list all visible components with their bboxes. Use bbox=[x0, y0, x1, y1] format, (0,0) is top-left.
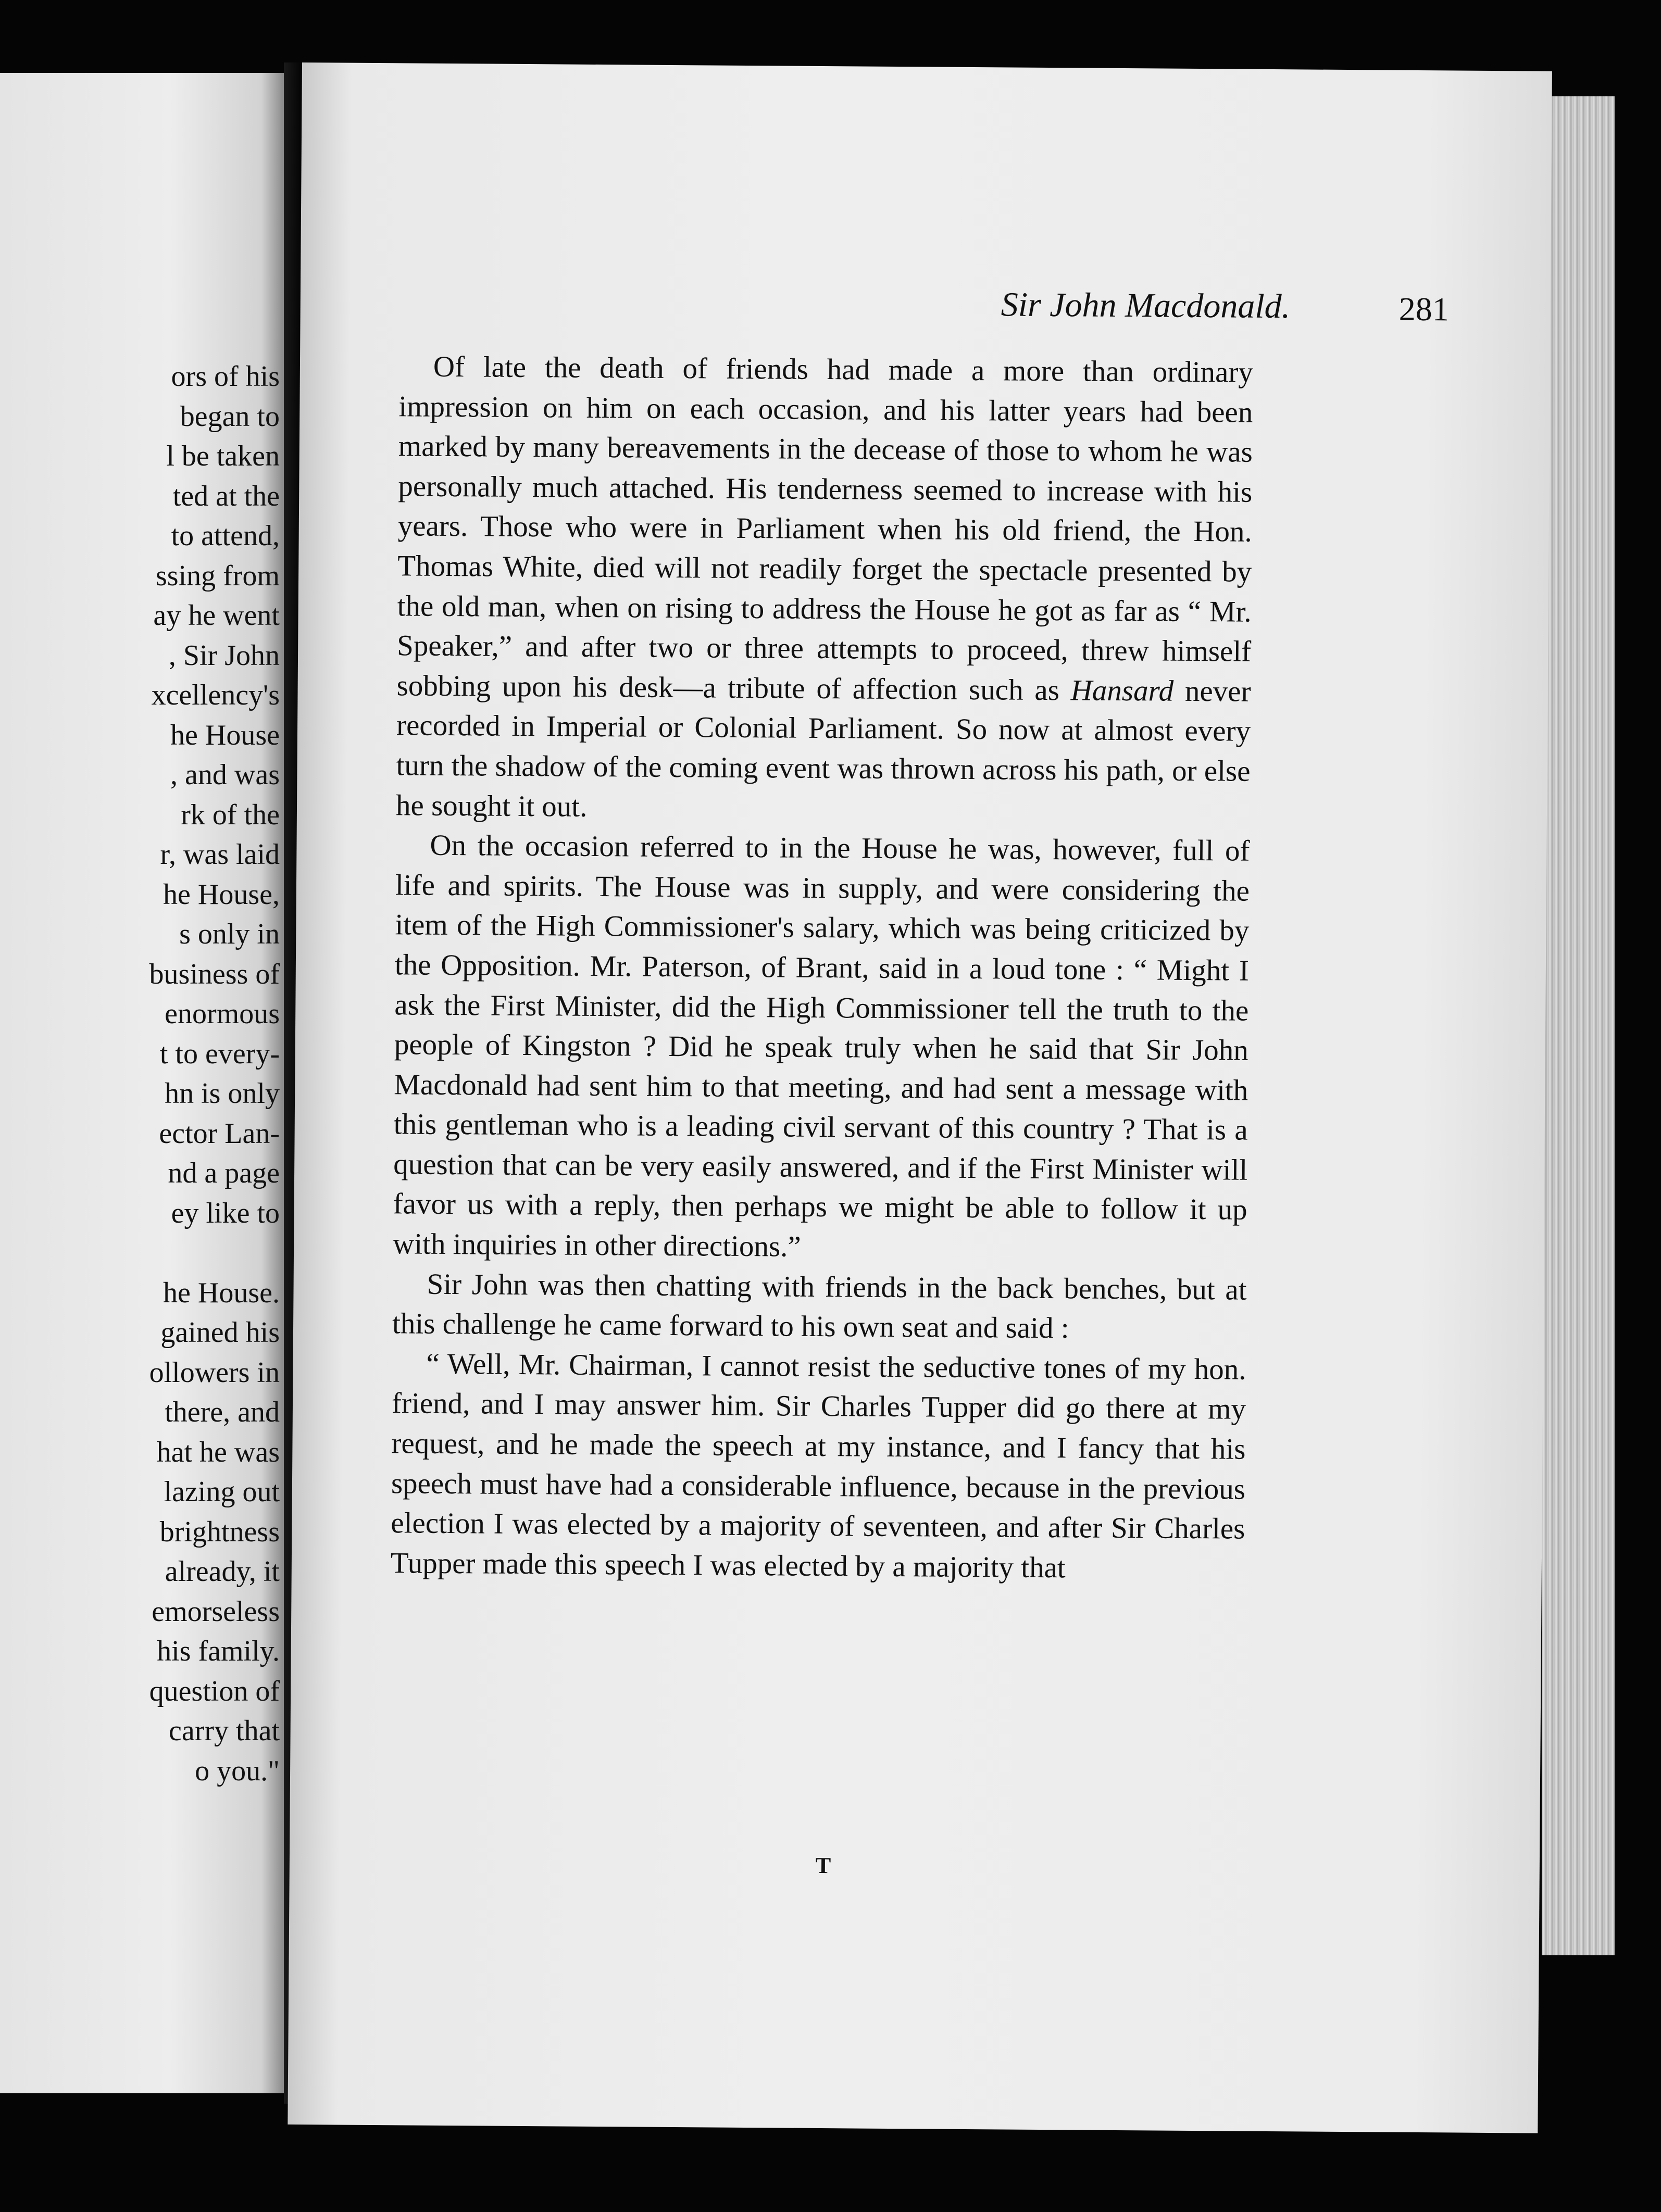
paragraph: Sir John was then chatting with friends in the back benches, but at this challenge he came forward to his own seat and said : bbox=[392, 1267, 1247, 1345]
facing-page-line: to attend, bbox=[171, 520, 280, 552]
facing-page-line: his family. bbox=[157, 1635, 280, 1667]
facing-page-line: o you." bbox=[195, 1754, 280, 1787]
facing-page-line: he House, bbox=[163, 878, 280, 911]
paragraph: On the occasion referred to in the House he was, however, full of life and spirits. The House was in supply, and were considering the item of the High Commissioner's salary, which was being criticized by the Opposition. Mr. Paterson, of Brant, said in a loud tone : “ Might I ask the First Minister, did the High Commissioner tell the truth to the people of Kingston ? Did he speak truly when he said that Sir John Macdonald had sent him to that meeting, and had sent a message with this gentleman who is a leading civil servant of this country ? That is a question that can be very easily answered, and if the First Minister will favor us with a reply, then perhaps we might be able to follow it up with inquiries in other directions.” bbox=[392, 828, 1250, 1263]
page-edges bbox=[1542, 96, 1615, 1955]
signature-mark: T bbox=[815, 1852, 832, 1879]
facing-page-line: there, and bbox=[165, 1396, 280, 1428]
facing-page-line: xcellency's bbox=[151, 679, 280, 711]
facing-page-line: nd a page bbox=[168, 1157, 280, 1189]
book-page bbox=[288, 62, 1552, 2133]
facing-page-line: he House. bbox=[163, 1276, 280, 1309]
facing-page-line: ssing from bbox=[156, 559, 280, 592]
facing-page-line: began to bbox=[180, 400, 280, 433]
page-number: 281 bbox=[1398, 290, 1449, 328]
facing-page-line: rk of the bbox=[181, 798, 280, 831]
facing-page-line: ey like to bbox=[171, 1197, 280, 1229]
facing-page-line: t to every- bbox=[159, 1037, 280, 1070]
facing-page-line: gained his bbox=[160, 1316, 280, 1349]
body-text bbox=[391, 347, 1254, 1589]
paragraph: Of late the death of friends had made a more than ordinary impression on him on each occasion, and his latter years had been marked by many bereavements in the decease of those to whom he was personally much attached. His tenderness seemed to increase with his years. Those who were in Parliament when his old friend, the Hon. Thomas White, died will not readily forget the spectacle presented by the old man, when on rising to address the House he got as far as “ Mr. Speaker,” and after two or three attempts to proceed, threw himself sobbing upon his desk—a tribute of affection such as Hansard never recorded in Imperial or Colonial Parliament. So now at almost every turn the shadow of the coming event was thrown across his path, or else he sought it out. bbox=[395, 350, 1254, 823]
facing-page-line: ors of his bbox=[171, 360, 280, 393]
facing-page bbox=[0, 73, 284, 2093]
facing-page-line: emorseless bbox=[152, 1595, 280, 1628]
facing-page-line: business of bbox=[149, 958, 280, 990]
paragraph: “ Well, Mr. Chairman, I cannot resist the seductive tones of my hon. friend, and I may answer him. Sir Charles Tupper did go there at my request, and he made the speech at my instance, and I fancy that his speech must have had a considerable influence, because in the previous election I was elected by a majority of seventeen, and after Sir Charles Tupper made this speech I was elected by a majority that bbox=[390, 1347, 1246, 1585]
facing-page-line: already, it bbox=[165, 1555, 280, 1588]
facing-page-line: , Sir John bbox=[168, 639, 280, 672]
facing-page-line bbox=[0, 1233, 280, 1273]
facing-page-line: lazing out bbox=[164, 1476, 280, 1508]
facing-page-line: ted at the bbox=[172, 480, 280, 512]
facing-page-line: ay he went bbox=[153, 599, 280, 632]
facing-page-line: he House bbox=[170, 719, 280, 751]
facing-page-line: s only in bbox=[179, 918, 280, 950]
facing-page-line: l be taken bbox=[166, 440, 280, 472]
facing-page-line: ollowers in bbox=[149, 1356, 280, 1389]
running-head bbox=[693, 283, 1449, 335]
facing-page-line: carry that bbox=[169, 1715, 280, 1747]
facing-page-line: ector Lan- bbox=[159, 1117, 280, 1150]
facing-page-line: hn is only bbox=[165, 1077, 280, 1110]
facing-page-line: enormous bbox=[165, 998, 280, 1030]
facing-page-line: r, was laid bbox=[160, 838, 280, 871]
italic-term: Hansard bbox=[1070, 674, 1174, 708]
running-title: Sir John Macdonald. bbox=[1001, 285, 1291, 326]
facing-page-line: , and was bbox=[170, 759, 280, 791]
facing-page-line: hat he was bbox=[156, 1436, 280, 1468]
facing-page-line: question of bbox=[149, 1675, 280, 1707]
facing-page-line: brightness bbox=[159, 1515, 280, 1548]
facing-page-text bbox=[0, 357, 280, 1791]
